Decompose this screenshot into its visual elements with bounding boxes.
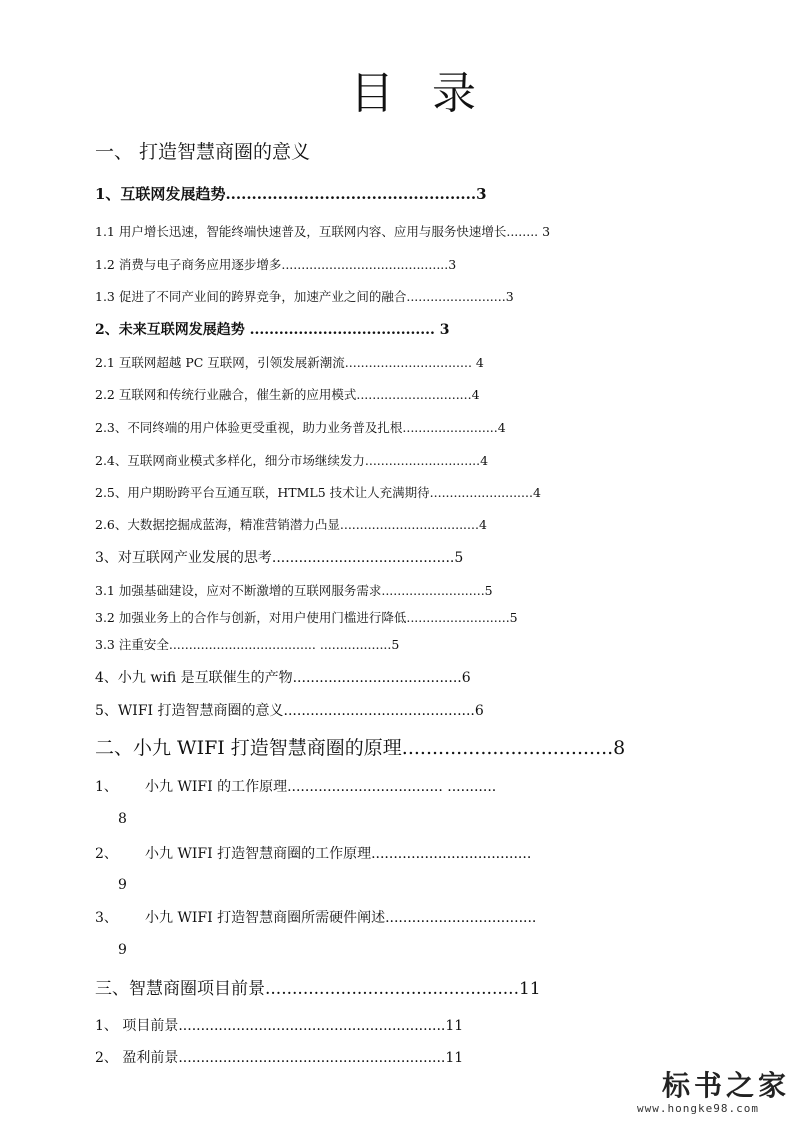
toc-chapter-2[interactable]: 二、小九 WIFI 打造智慧商圈的原理...................................8: [95, 737, 626, 759]
toc-entry-2[interactable]: 2、未来互联网发展趋势 ...................................... 3: [95, 322, 450, 338]
toc-entry-2-1[interactable]: 2.1 互联网超越 PC 互联网，引领发展新潮流................................ 4: [95, 355, 484, 370]
toc-entry-c2-1-page: 8: [118, 811, 127, 827]
toc-entry-3-1[interactable]: 3.1 加强基础建设，应对不断激增的互联网服务需求..........................5: [95, 583, 493, 598]
toc-entry-2-4[interactable]: 2.4、互联网商业模式多样化，细分市场继续发力.............................4: [95, 453, 489, 468]
toc-entry-c2-2-num: 2、: [95, 846, 118, 862]
toc-entry-2-3[interactable]: 2.3、不同终端的用户体验更受重视，助力业务普及扎根........................4: [95, 420, 506, 435]
toc-entry-1-1[interactable]: 1.1 用户增长迅速，智能终端快速普及，互联网内容、应用与服务快速增长........ 3: [95, 224, 551, 239]
toc-entry-c2-2-page: 9: [118, 877, 127, 893]
watermark-logo: 标书之家: [662, 1069, 791, 1102]
toc-entry-1-2[interactable]: 1.2 消费与电子商务应用逐步增多..........................................3: [95, 257, 457, 272]
toc-chapter-1[interactable]: 一、 打造智慧商圈的意义: [95, 141, 311, 163]
toc-entry-3-3[interactable]: 3.3 注重安全..................................... ..................5: [95, 637, 400, 652]
toc-entry-c2-3-num: 3、: [95, 910, 118, 926]
toc-chapter-3[interactable]: 三、智慧商圈项目前景...............................................11: [95, 979, 541, 999]
toc-entry-2-6[interactable]: 2.6、大数据挖掘成蓝海，精准营销潜力凸显...................................4: [95, 517, 487, 532]
toc-entry-c3-2[interactable]: 2、 盈利前景............................................................11: [95, 1050, 464, 1066]
toc-entry-c2-3-page: 9: [118, 942, 127, 958]
page-title: 目 录: [350, 68, 488, 119]
toc-entry-c3-1[interactable]: 1、 项目前景............................................................11: [95, 1018, 464, 1034]
toc-entry-2-5[interactable]: 2.5、用户期盼跨平台互通互联，HTML5 技术让人充满期待..........................4: [95, 485, 541, 500]
toc-entry-c2-1-num: 1、: [95, 779, 118, 795]
toc-entry-1[interactable]: 1、互联网发展趋势................................................3: [95, 185, 487, 203]
toc-entry-1-3[interactable]: 1.3 促进了不同产业间的跨界竞争，加速产业之间的融合.........................3: [95, 289, 514, 304]
toc-entry-4[interactable]: 4、小九 wifi 是互联催生的产物......................................6: [95, 670, 471, 686]
toc-entry-5[interactable]: 5、WIFI 打造智慧商圈的意义...........................................6: [95, 703, 484, 719]
toc-entry-c2-2[interactable]: 小九 WIFI 打造智慧商圈的工作原理....................................: [145, 846, 532, 862]
watermark-url: www.hongke98.com: [637, 1102, 759, 1115]
toc-entry-2-2[interactable]: 2.2 互联网和传统行业融合，催生新的应用模式.............................4: [95, 387, 480, 402]
toc-entry-c2-3[interactable]: 小九 WIFI 打造智慧商圈所需硬件阐述..................................: [145, 910, 537, 926]
toc-entry-c2-1[interactable]: 小九 WIFI 的工作原理................................... ...........: [145, 779, 497, 795]
toc-entry-3[interactable]: 3、对互联网产业发展的思考.........................................5: [95, 550, 464, 566]
toc-entry-3-2[interactable]: 3.2 加强业务上的合作与创新，对用户使用门槛进行降低..........................5: [95, 610, 518, 625]
